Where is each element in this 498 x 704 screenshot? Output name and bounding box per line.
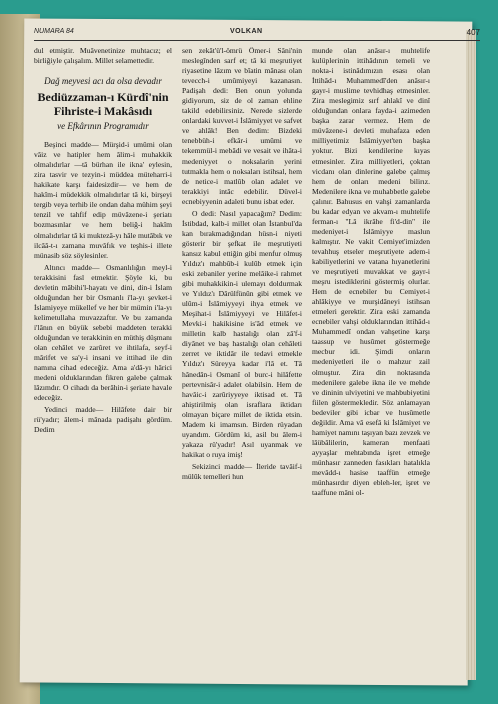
header-rule <box>34 40 480 41</box>
paragraph-col2-2: O dedi: Nasıl yapacağım? Dedim: İstibdad, kalb-i millet olan İstanbul'da kan bırakmadığından hüsn-i niyeti gösterir bir şefkat ile meşrutiyeti kansız kabul ettiğin gibi menfur olmuş Yıldız'ı mahbûb-i kulûb etmek için eski zebaniler yerine melâike-i rahmet gibi muhakkikin-i ulemayı doldurmak ve Yıldız'ı Dârülfünûn gibi etmek ve ulûm-i İslâmiyyeyi ihya etmek ve Meşihat-i İslâmiyyeyi ve Hilâfet-i Mevki-i hakikisine is'âd etmek ve milletin kalb hastalığı olan zâ'f-i diyânet ve baş hastalığı olan cehâleti zerret ve iktidâr ile tedavi etmekle Yıldız'ı Süreyya kadar i'lâ et. Tâ hânedân-i Osmanî ol burc-i hilâfette pertevnisâr-i adalet olabilsin. Hem de havâic-i zarûriyyeye iktisad et. Tâ ahiştirilmiş olan israflara iktidarı olmayan biçare millet de iktida etsin. Madem ki imamsın. Birden rüyadan uyandım. Gördüm ki, asil bu âlem-i yakaza rü'yadır! Asıl uyanmak ve hakikat o ruya imiş! <box>182 208 302 459</box>
page-stack-edge <box>466 30 476 680</box>
article-epigraph: Dağ meyvesi acı da olsa devadır <box>44 76 162 87</box>
column-1 <box>34 46 172 666</box>
paragraph-eighth-article: Sekizinci madde— İleride tavâif-i mülûk temelleri hun <box>182 461 302 481</box>
paragraph-fifth-article: Beşinci madde— Mürşid-i umûmi olan vâiz ve hatipler hem âlim-i muhakkik olmalıdırlar —tâ bürhan ile ikna' eylesin, zira tasvir ve tezyin-i müddea müteharri-i hakikate karşı faidesizdir— ve hem de hakîm-i müdekkik olmalıdırlar tâ ki, birşeyi tergib veya terhib ile ondan daha mühim şeyi tenzil ve tahfif edip müvâzene-i şeriatı bozmasınlar ve hem beliğ-i hakîm olmalıdırlar tâ ki muktezâ-yı hâle mutâbık ve ilcââ-t-ı zamana muvâfık ve teşhis-i illete münasib söz söylesinler. <box>34 140 172 260</box>
article-title: Bediüzzaman-ı Kürdî'nin Fihriste-i Makâsıdı <box>37 90 169 118</box>
intro-paragraph: dul etmiştir. Muâvenetinize muhtacız; el birliğiyle çalışalım. Millet selamettedir. <box>34 46 172 66</box>
paragraph-sixth-article: Altıncı madde— Osmanlılığın meyl-i terakkisini fasl etmektir. Şöyle ki, bu devletin mâbihi'l-hayatı ve dini, din-i İslam olduğundan her bir Osmanlı i'la-yı şevket-i İslamiyeye mükellef ve her bir mümin i'la-yı kelimetullaha muvazzaftır. Ve bu zamanda i'lânın en büyük sebebi maddeten terakki olduğundan ve terakkinin en müthiş düşmanı olan cehâlet ve zarûret ve ihtilafa, seyf-i mârifet ve sa'y-i insani ve ittihad ile din namına cihad edeceğiz. Ama a'dâ-yı hârici medeni olduklarından fikren galebe çalmak lâzımdır. O cihadı da berâhin-i şeriate havale edeceğiz. <box>34 262 172 403</box>
magazine-name: VOLKAN <box>230 28 263 35</box>
paragraph-seventh-article: Yedinci madde— Hilâfete dair bir rü'yadır; âlem-i mânada padişahı gördüm. Dedim <box>34 405 172 435</box>
paragraph-col2-1: sen zekât'ü'l-ömrü Ömer-i Sâni'nin meslegînden sarf et; tâ ki meşrutiyet riyasetine lâzım ve bîatin mânası olan tevecch-i umûmiyeyi kazanasın. Padişah dedi: Ben onun yolunda gidiyorum, siz de ol zaman ehline takild edebilirsiniz. Nerede sizlerde onlardaki kuvvet-i İslâmiyyet ve safvet ve ahlâk! Ben dedim: Bizdeki tenebbüh-i efkâr-i umûmi ve tekemmül-i mebâdi ve vesait ve ihâta-i medeniyyet o noksalarin yerini tutmakla hem o noksaları istihsal, hem de netice-i matlûb olan adalet ve terakkiyi intâc edebilir. Düvel-i ecnebiyyenin adaleti bunu isbat eder. <box>182 46 302 206</box>
page-number: 407 <box>466 28 480 37</box>
issue-number: NUMARA 84 <box>34 28 74 35</box>
column-3 <box>312 46 430 666</box>
column-2 <box>182 46 302 666</box>
paragraph-col3-1: munde olan anâsır-ı muhtelife kulüplerinin ittihâdının temeli ve nokta-i istinâdımızın esası olan İttihâd-ı Muhammedî'den anâsır-ı gayr-i muslime tevhidhaş etmesinler. Zira meslegimiz sırf ahlakî ve dinî olduğundan onlara fayda-i azimeden başka zarar vermez. Hem de müvâzene-i devleti muhafaza eden milliyetimiz İslâmiyyet'ten başka yoktur. Bizi kendilerine kıyas etmesinler. Zira milliyetleri, çoktan vicdanı olan dinlerine galebe çalmış hem de onları medeni bilirız. Medenilere ikna ve muhabbetle galebe çalınır. Bahusus en vahşi zamanlarda bu kadar edyan ve akvam-ı muhtelife ferman-ı "Lâ ikrâhe fi'd-din" ile medeniyet-i İslâmiyye maslun kalmıştır. Ne vakit Cemiyet'imizden tevahhuş etseler meşrutiyete adem-i kabiliyetlerini ve vatana hıyanetlerini ve meşrutiyeti muvakkat ve gayr-i meşru istediklerini göstermiş olurlar. Hem de ecnebiler bu Cemiyet-i ahlâkiyye ve murşidâneyi istihsan etmeleri gerektir. Zira eski zamanda ecnebiler vahşi olduklarından ittihâd-ı Muhammedî ondan vahşetine karşı taassup ve husûmet göstermeğe mecbur idi. Şimdi onların medeniyetleri ile o mahzur zail olmuştur. Zira din noktasında medenilere galebe ikna ile ve mehde ve dininin ulviyetini ve mahbubiyetini fiilen göstermekledir. Söz anlamayan bedeviler gibi icbar ve husûmetle değildir. Ama vâ esefâ ki İslâmiyet ve hamiyet namını taşıyan bazı zevzek ve lâübâlilerin, kameran menfaati ayyaşlar mehtabında işret etmeğe münhasır zanneden fasıkları hatalıkla mevâdd-ı hasise taaffün etmeğe münhasırdır diyen ebleh-ler, işret ve taaffune mâni ol- <box>312 46 430 498</box>
page-header <box>34 28 480 40</box>
article-subtitle: ve Efkârının Programıdır <box>57 121 149 132</box>
